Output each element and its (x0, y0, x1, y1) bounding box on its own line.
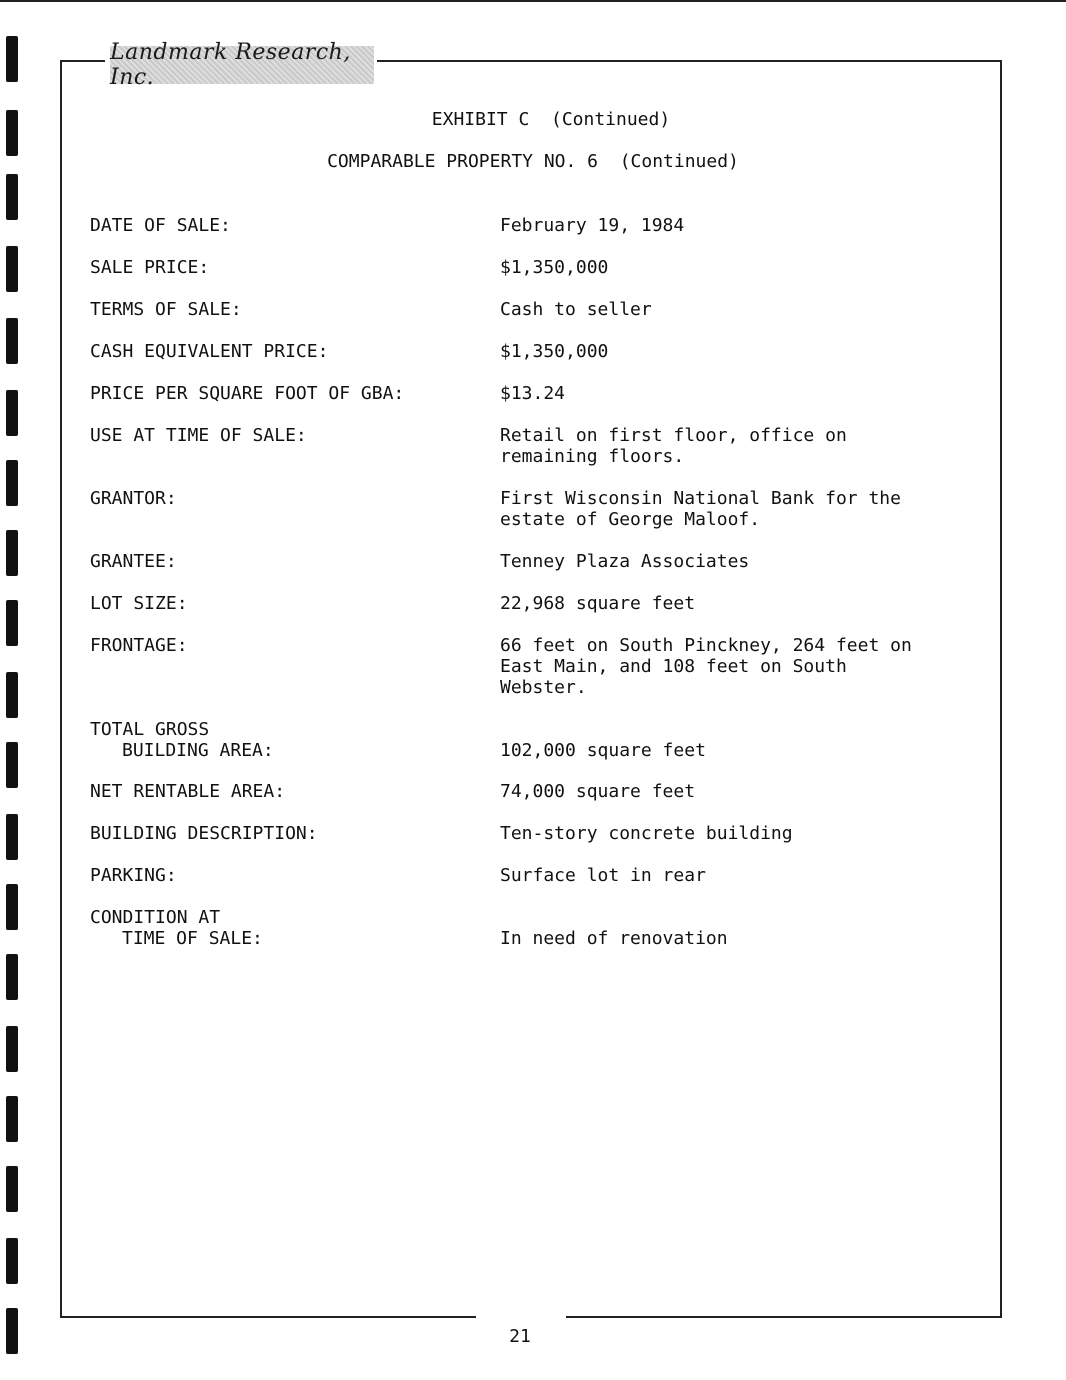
field-label-cash-equivalent-price: CASH EQUIVALENT PRICE: (90, 341, 329, 362)
field-label-net-rentable-area: NET RENTABLE AREA: (90, 781, 286, 802)
company-logo: Landmark Research, Inc. (110, 46, 374, 84)
field-label-grantor: GRANTOR: (90, 488, 177, 509)
field-label-terms-of-sale: TERMS OF SALE: (90, 299, 242, 320)
binder-hole-mark (6, 742, 18, 788)
field-value-total-gross-building-area: 102,000 square feet (500, 740, 706, 761)
field-label-building-description: BUILDING DESCRIPTION: (90, 823, 318, 844)
field-value-building-description: Ten-story concrete building (500, 823, 793, 844)
field-label-parking: PARKING: (90, 865, 177, 886)
field-value-parking: Surface lot in rear (500, 865, 706, 886)
field-label-lot-size: LOT SIZE: (90, 593, 188, 614)
binder-hole-mark (6, 814, 18, 860)
binder-hole-mark (6, 318, 18, 364)
field-label-condition-at: CONDITION AT (90, 907, 221, 928)
field-label-building-area: BUILDING AREA: (122, 740, 274, 761)
field-value-date-of-sale: February 19, 1984 (500, 215, 685, 236)
page-number: 21 (509, 1326, 531, 1347)
binder-hole-mark (6, 884, 18, 930)
binder-hole-mark (6, 1166, 18, 1212)
field-label-sale-price: SALE PRICE: (90, 257, 210, 278)
exhibit-title: EXHIBIT C (Continued) (431, 109, 671, 130)
field-value-net-rentable-area: 74,000 square feet (500, 781, 696, 802)
binder-hole-mark (6, 600, 18, 646)
field-label-frontage: FRONTAGE: (90, 635, 188, 656)
field-label-time-of-sale: TIME OF SALE: (122, 928, 263, 949)
field-value-cash-equivalent-price: $1,350,000 (500, 341, 609, 362)
binder-hole-mark (6, 246, 18, 292)
binder-hole-mark (6, 672, 18, 718)
binder-hole-mark (6, 954, 18, 1000)
field-value-grantee: Tenney Plaza Associates (500, 551, 750, 572)
binder-hole-mark (6, 1026, 18, 1072)
field-value-use-at-time-of-sale: Retail on first floor, office on remaining floors. (500, 425, 847, 467)
field-label-grantee: GRANTEE: (90, 551, 177, 572)
field-label-total-gross: TOTAL GROSS (90, 719, 210, 740)
field-label-date-of-sale: DATE OF SALE: (90, 215, 231, 236)
border-gap-bottom (476, 1312, 566, 1324)
field-label-use-at-time-of-sale: USE AT TIME OF SALE: (90, 425, 307, 446)
binder-hole-mark (6, 390, 18, 436)
binder-hole-mark (6, 460, 18, 506)
field-value-price-per-square-foot: $13.24 (500, 383, 566, 404)
binder-hole-mark (6, 530, 18, 576)
binder-hole-mark (6, 36, 18, 82)
field-value-grantor: First Wisconsin National Bank for the estate of George Maloof. (500, 488, 901, 530)
field-value-condition: In need of renovation (500, 928, 728, 949)
field-label-price-per-square-foot: PRICE PER SQUARE FOOT OF GBA: (90, 383, 405, 404)
property-title: COMPARABLE PROPERTY NO. 6 (Continued) (327, 151, 739, 172)
field-value-sale-price: $1,350,000 (500, 257, 609, 278)
field-value-lot-size: 22,968 square feet (500, 593, 696, 614)
binder-hole-mark (6, 1238, 18, 1284)
binder-hole-mark (6, 110, 18, 156)
field-value-frontage: 66 feet on South Pinckney, 264 feet on East Main, and 108 feet on South Webster. (500, 635, 912, 698)
binder-hole-mark (6, 174, 18, 220)
field-value-terms-of-sale: Cash to seller (500, 299, 652, 320)
binder-hole-mark (6, 1096, 18, 1142)
page-top-edge (0, 0, 1066, 2)
